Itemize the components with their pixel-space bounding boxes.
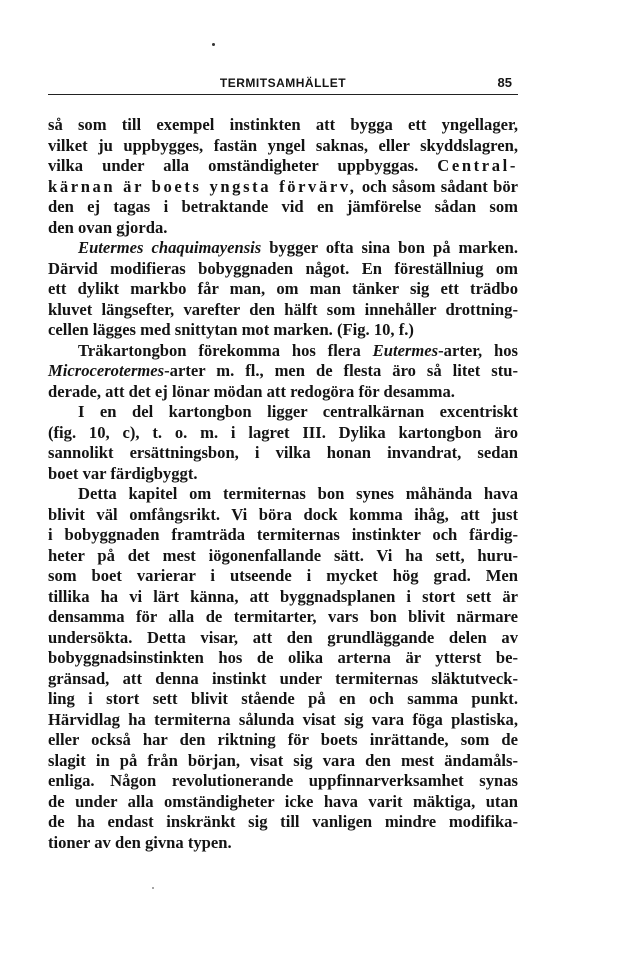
text-line: (fig. 10, c), t. o. m. i lagret III. Dylika kartongbon äro: [48, 422, 518, 442]
text-line: cellen lägges med snittytan mot marken. (Fig. 10, f.): [48, 320, 414, 339]
text-line: slagit in på från början, visat sig vara den mest ändamåls-: [48, 750, 518, 770]
text-line: [48, 341, 518, 362]
text-line: I en del kartongbon ligger centralkärnan excentriskt: [78, 402, 518, 421]
text-line: heter på det mest iögonenfallande sätt. Vi ha sett, huru-: [48, 545, 518, 565]
text-line: undersökta. Detta visar, att den grundläggande delen av: [48, 627, 518, 647]
page-header: [48, 76, 518, 92]
genus-name: Eutermes: [372, 340, 439, 360]
text-line: densamma för alla de termitarter, vars bon blivit närmare: [48, 607, 518, 626]
text-line: så som till exempel instinkten att bygga ett yngellager,: [48, 115, 518, 134]
text-line: i bobyggnaden framträda termiternas instinkter och färdig-: [48, 525, 518, 544]
text-line: eller också har den riktning för boets inrättande, som de: [48, 730, 518, 749]
text-line: Därvid modifieras bobyggnaden något. En föreställniug om: [48, 258, 518, 278]
text-line: bobyggnadsinstinkten hos de olika arterna är ytterst be-: [48, 648, 518, 667]
text-run: Träkartongbon förekomma hos flera: [78, 340, 373, 360]
text-line: sannolikt ersättningsbon, i vilka honan invandrat, sedan: [48, 443, 518, 462]
text-line: tillika ha vi lärt känna, att byggnadsplanen i stort sett är: [48, 586, 518, 606]
text-line: ling i stort sett blivit stående på en och samma punkt.: [48, 689, 518, 708]
text-line: tioner av den givna typen.: [48, 832, 232, 852]
text-line: Härvidlag ha termiterna sålunda visat sig vara föga plastiska,: [48, 709, 518, 729]
text-line: [48, 238, 518, 259]
text-line: boet var färdigbyggt.: [48, 463, 198, 483]
text-line: de under alla omständigheter icke hava varit mäktiga, utan: [48, 791, 518, 811]
text-line: kluvet längsefter, varefter den hälft som innehåller drottning-: [48, 299, 518, 319]
text-line: Detta kapitel om termiternas bon synes måhända hava: [78, 484, 518, 503]
text-line: vilket ju uppbygges, fastän yngel saknas, eller skyddslagren,: [48, 135, 518, 155]
page-number: 85: [497, 75, 512, 90]
text-line: den ej tagas i betraktande vid en jämförelse sådan som: [48, 197, 518, 216]
print-speck: [212, 43, 215, 46]
text-line: [48, 361, 518, 382]
text-line: derade, att det ej lönar mödan att redogöra för desamma.: [48, 381, 455, 401]
spaced-text-run: kärnan är boets yngsta förvärv,: [48, 176, 357, 196]
text-line: som boet varierar i utseende i mycket hög grad. Men: [48, 566, 518, 585]
text-line: de ha endast inskränkt sig till vanligen mindre modifika-: [48, 812, 518, 831]
print-speck: [152, 887, 154, 889]
running-title: TERMITSAMHÄLLET: [219, 76, 347, 90]
genus-name: Microcerotermes: [48, 361, 165, 380]
body-text: [48, 115, 518, 853]
text-run: -arter m. fl., men de flesta äro så litet stu-: [164, 361, 518, 380]
text-line: den ovan gjorda.: [48, 217, 168, 237]
text-line: [48, 156, 518, 177]
text-line: [48, 177, 518, 198]
species-name: Eutermes chaquimayensis: [78, 238, 262, 257]
header-rule: [48, 94, 518, 95]
spaced-text-run: Central-: [437, 156, 518, 175]
text-line: enliga. Någon revolutionerande uppfinnarverksamhet synas: [48, 771, 518, 790]
text-line: ett dylikt markbo får man, om man tänker sig ett trädbo: [48, 279, 518, 298]
text-run: och såsom sådant bör: [356, 176, 518, 196]
text-run: -arter, hos: [438, 340, 519, 360]
text-run: bygger ofta sina bon på marken.: [261, 238, 518, 257]
text-line: gränsad, att denna instinkt under termiternas släktutveck-: [48, 668, 518, 688]
text-line: blivit väl omfångsrikt. Vi böra dock komma ihåg, att just: [48, 504, 518, 524]
text-run: vilka under alla omständigheter uppbyggas.: [48, 156, 438, 175]
